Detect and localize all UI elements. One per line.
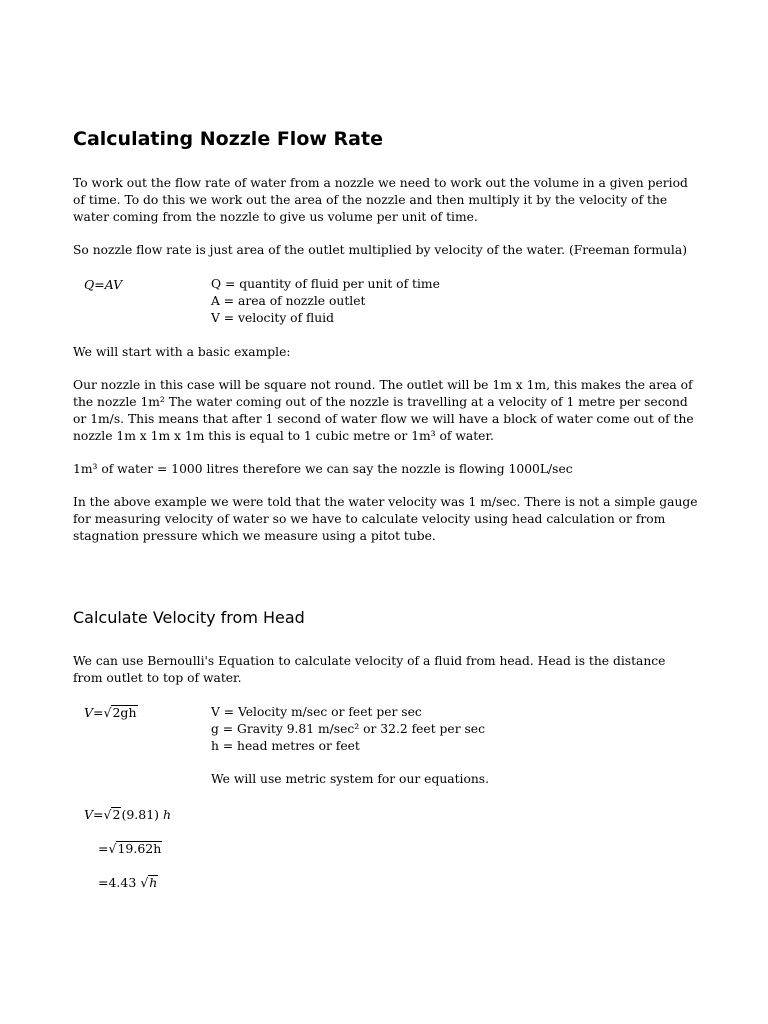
definition-line: V = velocity of fluid (211, 311, 334, 325)
velocity-formula (84, 704, 138, 721)
definition-line: Q = quantity of fluid per unit of time (211, 277, 440, 291)
text-line: Our nozzle in this case will be square not round. The outlet will be 1m x 1m, this makes the area of (73, 378, 693, 392)
sqrt-symbol: √ (140, 875, 149, 890)
radicand: 2 (112, 807, 121, 822)
flow-rate-definitions (211, 276, 440, 327)
formula-equals: = (98, 875, 109, 890)
text-line: So nozzle flow rate is just area of the outlet multiplied by velocity of the water. (Freeman formula) (73, 243, 687, 257)
text-line: for measuring velocity of water so we have to calculate velocity using head calculation or from (73, 512, 666, 526)
section-heading: Calculate Velocity from Head (73, 608, 305, 627)
formula-equals: = (93, 705, 104, 720)
text-line: nozzle 1m x 1m x 1m this is equal to 1 cubic metre or 1m³ of water. (73, 429, 494, 443)
text-line: We will start with a basic example: (73, 345, 291, 359)
intro-paragraph (73, 175, 698, 226)
example-paragraph (73, 377, 698, 445)
formula-rhs: AV (104, 277, 123, 292)
gravity-value: (9.81) (121, 807, 160, 822)
formula-equals: = (93, 807, 104, 822)
text-line: from outlet to top of water. (73, 671, 242, 685)
formula-equals: = (94, 277, 105, 292)
definition-line: V = Velocity m/sec or feet per sec (211, 705, 422, 719)
head-variable: h (163, 807, 172, 822)
sqrt-symbol: √ (108, 841, 117, 856)
definition-line: A = area of nozzle outlet (211, 294, 366, 308)
text-line: In the above example we were told that the water velocity was 1 m/sec. There is not a simple gauge (73, 495, 698, 509)
basic-example-paragraph (73, 344, 698, 361)
page-title: Calculating Nozzle Flow Rate (73, 128, 383, 150)
freeman-paragraph (73, 242, 698, 259)
metric-note (211, 771, 489, 788)
calc-step-1 (84, 806, 171, 823)
radicand: 2gh (112, 705, 137, 720)
flow-rate-formula (84, 276, 122, 293)
formula-lhs: Q (84, 277, 95, 292)
text-line: We will use metric system for our equations. (211, 772, 489, 786)
text-line: 1m³ of water = 1000 litres therefore we can say the nozzle is flowing 1000L/sec (73, 462, 573, 476)
calc-step-2 (98, 840, 162, 857)
bernoulli-paragraph (73, 653, 698, 687)
definition-line: g = Gravity 9.81 m/sec² or 32.2 feet per sec (211, 722, 485, 736)
text-line: or 1m/s. This means that after 1 second of water flow we will have a block of water come out of the (73, 412, 694, 426)
sqrt-symbol: √ (103, 705, 112, 720)
radicand: h (149, 875, 158, 890)
text-line: the nozzle 1m² The water coming out of the nozzle is travelling at a velocity of 1 metre per second (73, 395, 688, 409)
velocity-note-paragraph (73, 494, 698, 545)
sqrt-symbol: √ (103, 807, 112, 822)
radicand: 19.62h (117, 841, 162, 856)
definition-line: h = head metres or feet (211, 739, 360, 753)
formula-lhs: V (84, 807, 94, 822)
text-line: water coming from the nozzle to give us volume per unit of time. (73, 210, 478, 224)
formula-equals: = (98, 841, 109, 856)
text-line: stagnation pressure which we measure using a pitot tube. (73, 529, 436, 543)
formula-lhs: V (84, 705, 94, 720)
litres-paragraph (73, 461, 698, 478)
velocity-definitions (211, 704, 485, 755)
calc-step-3 (98, 874, 158, 891)
coefficient: 4.43 (108, 875, 137, 890)
text-line: To work out the flow rate of water from a nozzle we need to work out the volume in a given period (73, 176, 688, 190)
text-line: of time. To do this we work out the area of the nozzle and then multiply it by the velocity of the (73, 193, 668, 207)
text-line: We can use Bernoulli's Equation to calculate velocity of a fluid from head. Head is the distance (73, 654, 666, 668)
